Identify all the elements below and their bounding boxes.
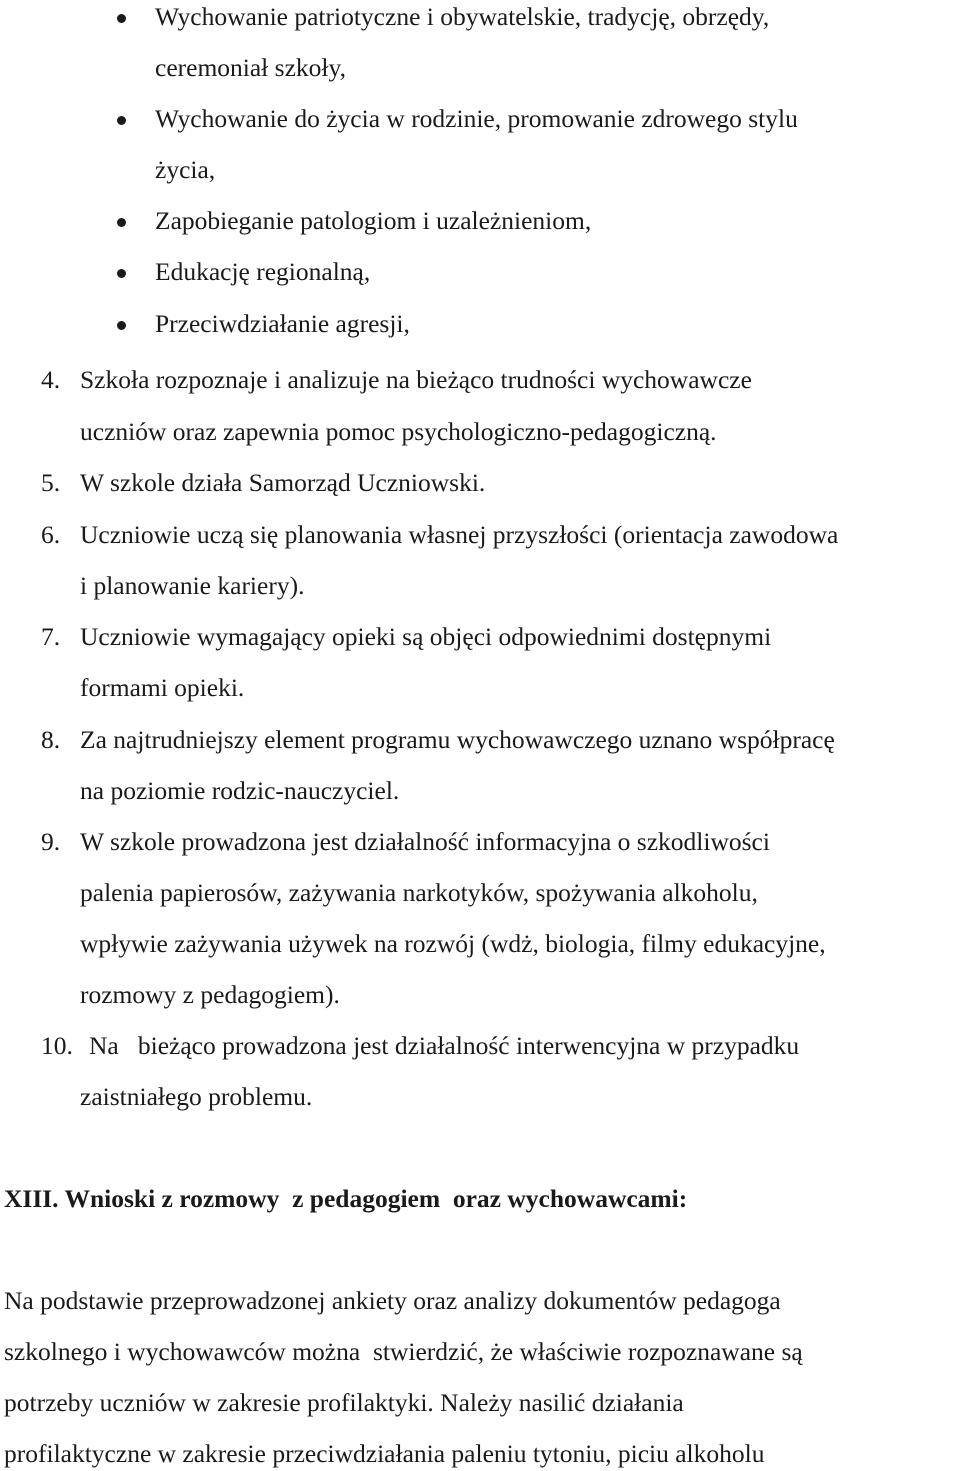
bullet-text-line: Wychowanie patriotyczne i obywatelskie, tradycję, obrzędy,: [155, 2, 770, 31]
item-text-line: Uczniowie uczą się planowania własnej przyszłości (orientacja zawodowa: [80, 520, 839, 549]
item-text-line: wpływie zażywania używek na rozwój (wdż, biologia, filmy edukacyjne,: [80, 929, 826, 958]
item-text-line: rozmowy z pedagogiem).: [80, 980, 340, 1009]
item-text-line: zaistniałego problemu.: [80, 1082, 313, 1111]
item-text-line: Za najtrudniejszy element programu wychowawczego uznano współpracę: [80, 725, 835, 754]
paragraph-line: potrzeby uczniów w zakresie profilaktyki. Należy nasilić działania: [4, 1388, 684, 1417]
bullet-icon: [117, 14, 126, 23]
item-number: 9.: [41, 827, 61, 856]
bullet-icon: [117, 218, 126, 227]
bullet-icon: [117, 321, 126, 330]
item-number: 7.: [41, 622, 61, 651]
bullet-icon: [117, 116, 126, 125]
bullet-text-line: życia,: [155, 155, 216, 184]
item-text-line: palenia papierosów, zażywania narkotyków, spożywania alkoholu,: [80, 878, 758, 907]
bullet-text-line: Edukację regionalną,: [155, 257, 371, 286]
item-text-line: W szkole działa Samorząd Uczniowski.: [80, 468, 486, 497]
item-text-line: Szkoła rozpoznaje i analizuje na bieżąco trudności wychowawcze: [80, 365, 752, 394]
bullet-text-line: Zapobieganie patologiom i uzależnieniom,: [155, 206, 592, 235]
bullet-text-line: Wychowanie do życia w rodzinie, promowanie zdrowego stylu: [155, 104, 798, 133]
item-number: 6.: [41, 520, 61, 549]
item-text-line: na poziomie rodzic-nauczyciel.: [80, 776, 400, 805]
bullet-text-line: ceremoniał szkoły,: [155, 53, 346, 82]
item-text-line: W szkole prowadzona jest działalność informacyjna o szkodliwości: [80, 827, 770, 856]
item-number: 10.: [41, 1031, 73, 1060]
paragraph-line: Na podstawie przeprowadzonej ankiety oraz analizy dokumentów pedagoga: [4, 1286, 781, 1315]
item-text-line: i planowanie kariery).: [80, 571, 305, 600]
item-text-line: uczniów oraz zapewnia pomoc psychologiczno-pedagogiczną.: [80, 417, 717, 446]
bullet-icon: [117, 269, 126, 278]
bullet-text-line: Przeciwdziałanie agresji,: [155, 309, 410, 338]
item-number: 5.: [41, 468, 61, 497]
paragraph-line: profilaktyczne w zakresie przeciwdziałania paleniu tytoniu, piciu alkoholu: [4, 1439, 765, 1468]
item-text-line: Uczniowie wymagający opieki są objęci odpowiednimi dostępnymi: [80, 622, 772, 651]
item-text-line: formami opieki.: [80, 673, 245, 702]
section-heading: XIII. Wnioski z rozmowy z pedagogiem oraz wychowawcami:: [4, 1184, 688, 1213]
item-text-line: Na bieżąco prowadzona jest działalność interwencyjna w przypadku: [89, 1031, 800, 1060]
item-number: 8.: [41, 725, 61, 754]
item-number: 4.: [41, 365, 61, 394]
paragraph-line: szkolnego i wychowawców można stwierdzić, że właściwie rozpoznawane są: [4, 1337, 803, 1366]
